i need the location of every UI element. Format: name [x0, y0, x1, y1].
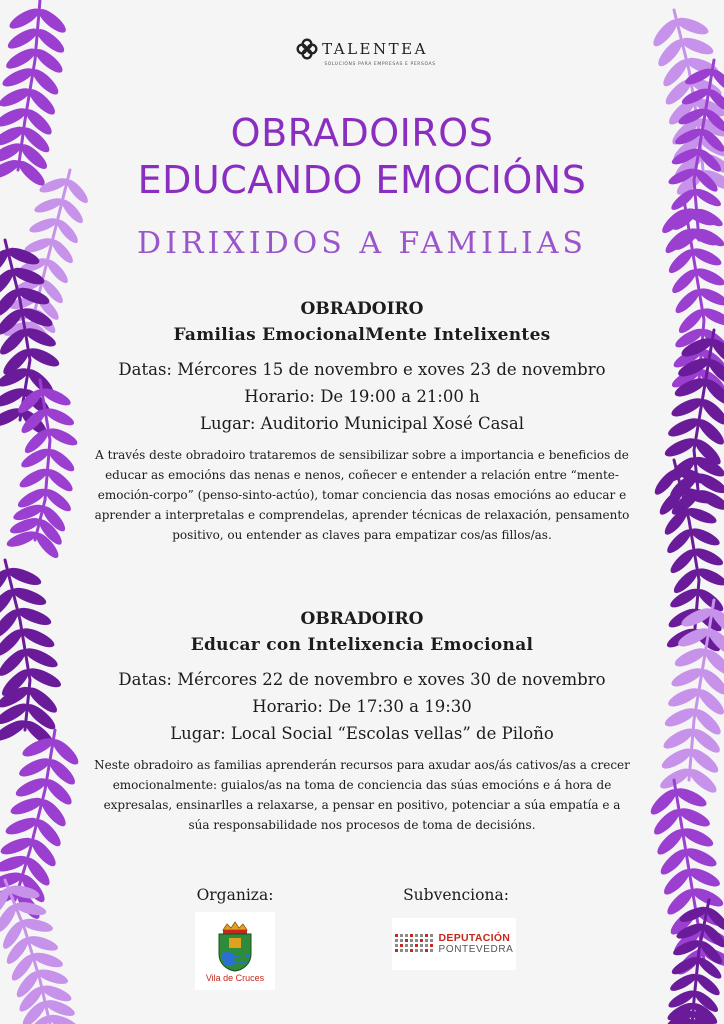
- title-line-1: OBRADOIROS: [230, 111, 494, 155]
- workshop-place: Lugar: Auditorio Municipal Xosé Casal: [199, 414, 525, 433]
- leaf-shape: [26, 345, 62, 370]
- subvenciona-label: Subvenciona:: [403, 886, 509, 904]
- sponsor: [386, 886, 526, 970]
- workshop-info: [90, 666, 634, 747]
- organizer-logo-text: Vila de Cruces: [205, 972, 265, 983]
- deputacion-pontevedra-logo: [392, 918, 516, 970]
- page-title: [90, 110, 634, 204]
- talentea-logo: [90, 38, 634, 60]
- workshop-dates: Datas: Mércores 22 de novembro e xoves 30 de novembro: [118, 670, 606, 689]
- workshop-dates: Datas: Mércores 15 de novembro e xoves 23 de novembro: [118, 360, 606, 379]
- workshop-title: Familias EmocionalMente Intelixentes: [173, 325, 551, 345]
- workshop-schedule: Horario: De 19:00 a 21:00 h: [244, 387, 480, 406]
- workshop-kicker: OBRADOIRO: [300, 609, 424, 629]
- dotted-grid-icon: [395, 933, 435, 955]
- workshop-1: [90, 296, 634, 545]
- title-line-2: EDUCANDO EMOCIÓNS: [137, 158, 587, 202]
- brand-name: TALENTEA: [322, 40, 428, 58]
- organizers-section: [90, 886, 634, 996]
- page-subtitle: DIRIXIDOS A FAMILIAS: [137, 226, 587, 261]
- workshop-info: [90, 356, 634, 437]
- organiza-label: Organiza:: [196, 886, 274, 904]
- talentea-knot-icon: [296, 38, 318, 60]
- vila-de-cruces-logo: [195, 912, 275, 990]
- sponsor-name-line1: DEPUTACIÓN: [438, 932, 511, 944]
- sponsor-name-line2: PONTEVEDRA: [438, 944, 514, 955]
- workshop-description: Neste obradoiro as familias aprenderán recursos para axudar aos/ás cativos/as a crecer emocionalmente: guialos/as na toma de conciencia das súas emocións e á hora de expresalas, ensinarlles a relaxarse, a pensar en positivo, potenciar a súa empatía e a súa responsabilidade nos procesos de toma de decisións.: [94, 758, 630, 832]
- workshop-2: [90, 606, 634, 835]
- coat-of-arms-icon: [215, 920, 255, 972]
- workshop-kicker: OBRADOIRO: [300, 299, 424, 319]
- workshop-place: Lugar: Local Social “Escolas vellas” de Piloño: [170, 724, 554, 743]
- leaf-shape: [26, 665, 64, 691]
- workshop-title: Educar con Intelixencia Emocional: [190, 635, 534, 655]
- organizer: [190, 886, 280, 990]
- workshop-schedule: Horario: De 17:30 a 19:30: [252, 697, 472, 716]
- workshop-description: A través deste obradoiro trataremos de sensibilizar sobre a importancia e beneficios de educar as emocións das nenas e nenos, coñecer e entender a relación entre “mente-emoción-corpo” (penso-sinto-actúo), tomar conciencia das nosas emocións ao educar e aprender a interpretalas e comprendelas, aprender técnicas de relaxación, pensamento positivo, ou entender as claves para empatizar cos/as fillos/as.: [94, 448, 630, 542]
- leaf-shape: [662, 435, 698, 460]
- brand-tagline: SOLUCIÓNS PARA EMPRESAS E PERSOAS: [324, 62, 436, 67]
